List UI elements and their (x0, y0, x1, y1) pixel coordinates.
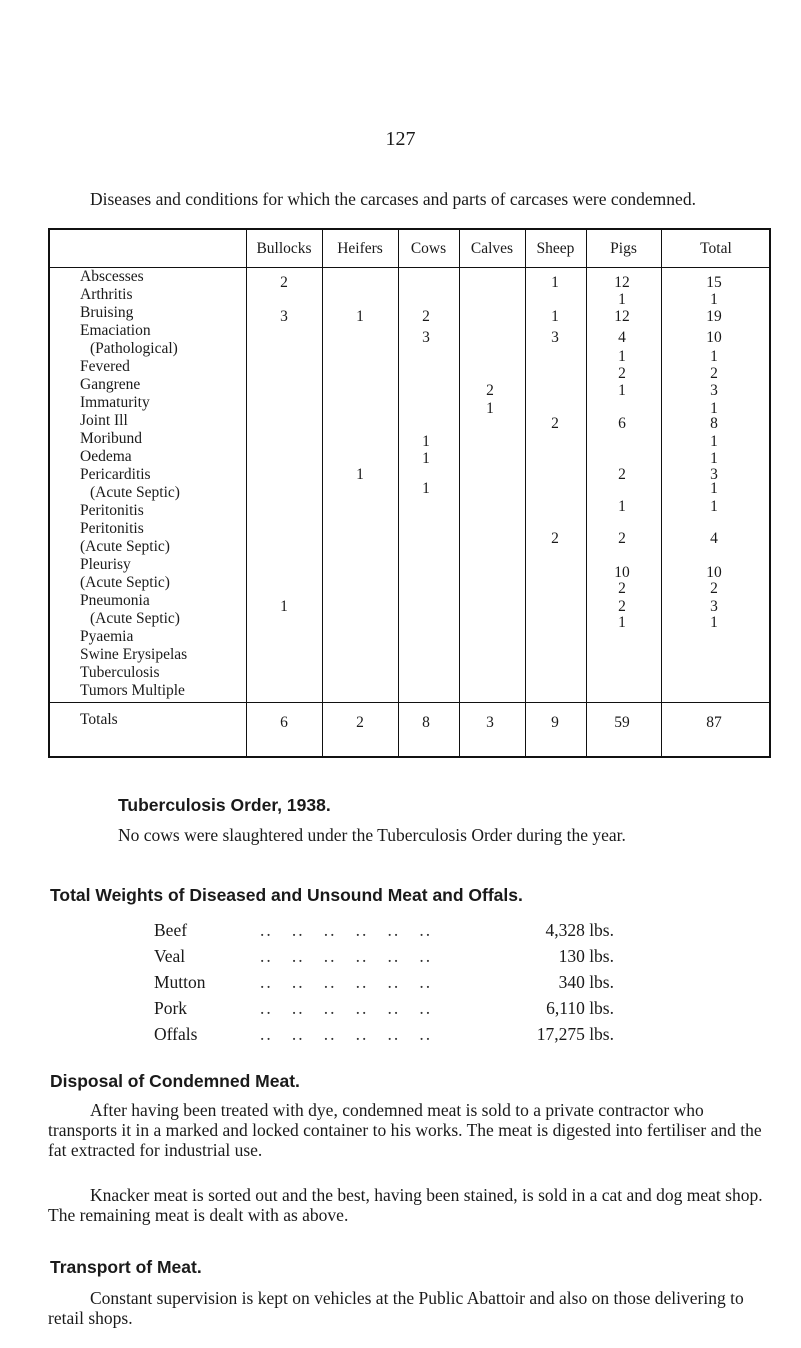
weight-row (154, 972, 614, 996)
table-cell: 1 (710, 348, 718, 365)
row-label: Oedema (80, 448, 132, 465)
column-divider (322, 230, 323, 756)
column-header: Sheep (536, 239, 575, 257)
row-label: Emaciation (80, 322, 151, 339)
table-cell: 1 (551, 274, 559, 291)
table-cell: 1 (356, 308, 364, 325)
row-label: Immaturity (80, 394, 150, 411)
table-cell: 2 (486, 382, 494, 399)
leader-dots: .. .. .. .. .. .. (260, 920, 433, 940)
row-label: Tuberculosis (80, 664, 160, 681)
column-header: Heifers (337, 239, 383, 257)
table-cell: 2 (422, 308, 430, 325)
column-divider (246, 230, 247, 756)
table-cell: 1 (710, 614, 718, 631)
row-label: Pyaemia (80, 628, 134, 645)
row-label: (Acute Septic) (80, 574, 170, 591)
table-cell: 1 (422, 450, 430, 467)
row-label: Arthritis (80, 286, 133, 303)
table-cell: 3 (710, 466, 718, 483)
weight-name: Offals (154, 1024, 198, 1044)
row-label: Pericarditis (80, 466, 151, 483)
column-divider (586, 230, 587, 756)
totals-label: Totals (80, 711, 118, 728)
table-cell: 1 (551, 308, 559, 325)
table-cell: 4 (618, 329, 626, 346)
table-cell: 2 (710, 580, 718, 597)
table-cell: 1 (710, 498, 718, 515)
column-divider (398, 230, 399, 756)
leader-dots: .. .. .. .. .. .. (260, 972, 433, 992)
row-label: Moribund (80, 430, 142, 447)
intro-text: Diseases and conditions for which the carcases and parts of carcases were condemned. (90, 189, 696, 209)
totals-cell: 6 (280, 714, 288, 731)
table-cell: 2 (618, 365, 626, 382)
disposal-heading: Disposal of Condemned Meat. (50, 1071, 300, 1091)
disposal-para-2: Knacker meat is sorted out and the best, having been stained, is sold in a cat and dog meat shop. The remaining meat is dealt with as above. (48, 1185, 763, 1225)
totals-cell: 2 (356, 714, 364, 731)
weight-name: Pork (154, 998, 188, 1018)
table-cell: 1 (422, 480, 430, 497)
table-cell: 3 (710, 598, 718, 615)
column-header: Cows (410, 239, 447, 257)
weight-value: 130 lbs. (558, 946, 614, 966)
weight-value: 17,275 lbs. (536, 1024, 614, 1044)
table-cell: 1 (618, 291, 626, 308)
weight-row (154, 1024, 614, 1048)
column-divider (459, 230, 460, 756)
transport-text: Constant supervision is kept on vehicles at the Public Abattoir and also on those delivering to retail shops. (48, 1288, 744, 1328)
table-cell: 12 (614, 274, 630, 291)
row-label: (Acute Septic) (90, 484, 180, 501)
column-header: Bullocks (256, 239, 312, 257)
table-cell: 10 (706, 329, 722, 346)
column-divider (661, 230, 662, 756)
totals-cell: 3 (486, 714, 494, 731)
row-label: Pleurisy (80, 556, 131, 573)
table-cell: 3 (710, 382, 718, 399)
weight-row (154, 920, 614, 944)
row-label: Joint Ill (80, 412, 128, 429)
table-cell: 2 (618, 580, 626, 597)
table-cell: 1 (618, 614, 626, 631)
table-cell: 1 (710, 400, 718, 417)
weights-heading: Total Weights of Diseased and Unsound Meat and Offals. (50, 885, 523, 905)
row-label: Peritonitis (80, 520, 144, 537)
table-cell: 3 (551, 329, 559, 346)
row-label: Peritonitis (80, 502, 144, 519)
row-label: Tumors Multiple (80, 682, 185, 699)
row-label: Fevered (80, 358, 130, 375)
table-cell: 19 (706, 308, 722, 325)
leader-dots: .. .. .. .. .. .. (260, 1024, 433, 1044)
conditions-table (48, 228, 771, 758)
table-cell: 1 (710, 450, 718, 467)
weight-value: 340 lbs. (558, 972, 614, 992)
table-cell: 4 (710, 530, 718, 547)
column-header: Calves (470, 239, 514, 257)
table-cell: 2 (280, 274, 288, 291)
weight-name: Veal (154, 946, 186, 966)
table-cell: 2 (551, 415, 559, 432)
totals-cell: 9 (551, 714, 559, 731)
weight-row (154, 998, 614, 1022)
table-cell: 1 (422, 433, 430, 450)
table-cell: 1 (486, 400, 494, 417)
row-label: (Pathological) (90, 340, 178, 357)
disposal-para-1: After having been treated with dye, condemned meat is sold to a private contractor who transports it in a marked and locked container to his works. The meat is digested into fertiliser and the fat extracted for industrial use. (48, 1100, 762, 1160)
totals-cell: 87 (706, 714, 722, 731)
table-cell: 1 (710, 291, 718, 308)
weight-name: Mutton (154, 972, 206, 992)
row-label: Abscesses (80, 268, 144, 285)
leader-dots: .. .. .. .. .. .. (260, 946, 433, 966)
weight-name: Beef (154, 920, 188, 940)
table-cell: 3 (422, 329, 430, 346)
row-label: Swine Erysipelas (80, 646, 188, 663)
row-label: Pneumonia (80, 592, 150, 609)
tb-order-text: No cows were slaughtered under the Tuberculosis Order during the year. (118, 825, 626, 845)
table-cell: 10 (706, 564, 722, 581)
table-cell: 6 (618, 415, 626, 432)
table-cell: 2 (551, 530, 559, 547)
table-cell: 10 (614, 564, 630, 581)
column-header: Pigs (610, 239, 637, 257)
table-cell: 15 (706, 274, 722, 291)
table-cell: 1 (618, 382, 626, 399)
table-cell: 1 (710, 433, 718, 450)
totals-cell: 8 (422, 714, 430, 731)
page-number: 127 (385, 128, 416, 150)
row-label: (Acute Septic) (90, 610, 180, 627)
leader-dots: .. .. .. .. .. .. (260, 998, 433, 1018)
table-cell: 1 (280, 598, 288, 615)
table-cell: 2 (618, 466, 626, 483)
table-cell: 2 (618, 530, 626, 547)
tb-order-heading: Tuberculosis Order, 1938. (118, 795, 331, 815)
table-cell: 12 (614, 308, 630, 325)
table-cell: 1 (356, 466, 364, 483)
table-cell: 8 (710, 415, 718, 432)
weight-value: 4,328 lbs. (545, 920, 614, 940)
table-cell: 1 (618, 348, 626, 365)
transport-heading: Transport of Meat. (50, 1257, 202, 1277)
totals-cell: 59 (614, 714, 630, 731)
weight-value: 6,110 lbs. (546, 998, 614, 1018)
column-header: Total (700, 239, 732, 257)
row-label: (Acute Septic) (80, 538, 170, 555)
table-cell: 2 (618, 598, 626, 615)
table-cell: 1 (710, 480, 718, 497)
table-cell: 2 (710, 365, 718, 382)
weight-row (154, 946, 614, 970)
column-divider (525, 230, 526, 756)
row-label: Gangrene (80, 376, 141, 393)
table-cell: 3 (280, 308, 288, 325)
table-cell: 1 (618, 498, 626, 515)
row-label: Bruising (80, 304, 134, 321)
